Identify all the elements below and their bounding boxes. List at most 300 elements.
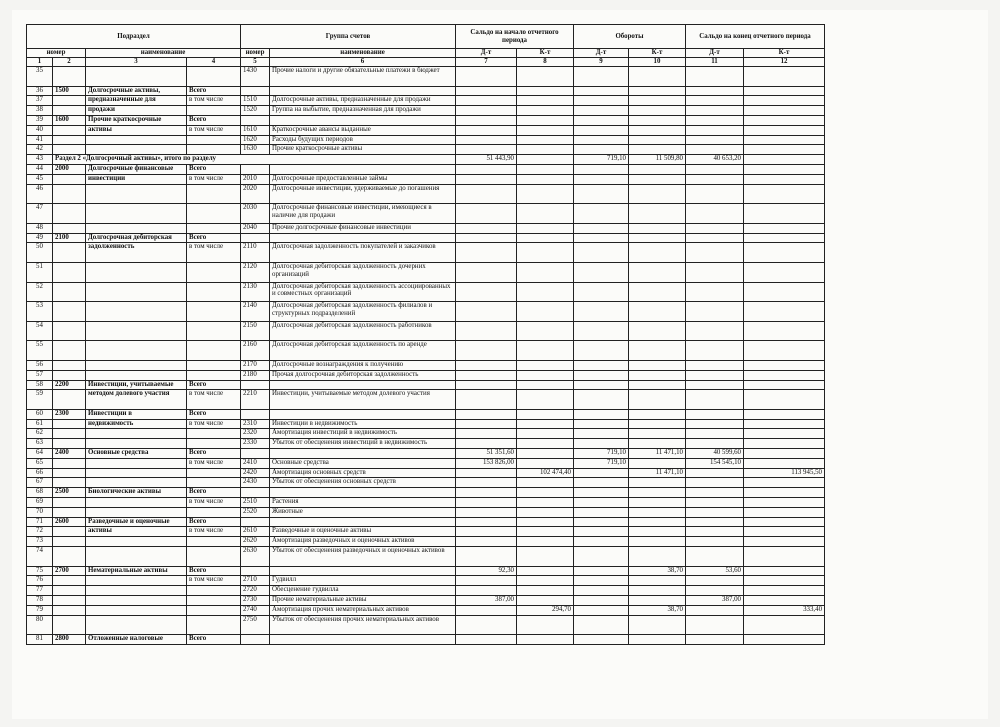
subsection-name: недвижимость [86, 419, 187, 429]
table-row [27, 184, 825, 204]
saldo-start-credit [517, 204, 574, 224]
saldo-end-credit [744, 360, 825, 370]
account-name: Животные [270, 507, 456, 517]
row-number: 49 [27, 233, 53, 243]
turnover-debit [574, 164, 629, 174]
account-name: Долгосрочные активы, предназначенные для продажи [270, 96, 456, 106]
saldo-start-debit [456, 282, 517, 302]
row-kind [187, 282, 241, 302]
subsection-code [53, 174, 86, 184]
saldo-end-credit: 113 945,50 [744, 468, 825, 478]
table-row [27, 174, 825, 184]
saldo-end-debit [686, 86, 744, 96]
account-number: 2180 [241, 370, 270, 380]
turnover-credit [629, 507, 686, 517]
saldo-start-debit [456, 96, 517, 106]
table-row [27, 106, 825, 116]
saldo-end-credit [744, 370, 825, 380]
row-kind: в том числе [187, 125, 241, 135]
saldo-start-debit [456, 106, 517, 116]
table-row [27, 596, 825, 606]
table-row [27, 243, 825, 263]
saldo-end-credit [744, 164, 825, 174]
column-number: 6 [270, 58, 456, 67]
subsection-name: активы [86, 527, 187, 537]
saldo-start-debit: 92,30 [456, 566, 517, 576]
row-number: 47 [27, 204, 53, 224]
saldo-end-debit [686, 145, 744, 155]
turnover-credit [629, 174, 686, 184]
turnover-credit [629, 243, 686, 263]
row-kind: Всего [187, 86, 241, 96]
table-row [27, 360, 825, 370]
account-number: 1610 [241, 125, 270, 135]
account-number: 2730 [241, 596, 270, 606]
subsection-code [53, 125, 86, 135]
turnover-credit [629, 615, 686, 635]
turnover-debit [574, 527, 629, 537]
account-number: 2750 [241, 615, 270, 635]
table-row [27, 86, 825, 96]
saldo-end-credit [744, 596, 825, 606]
table-row [27, 468, 825, 478]
header-gruppa-schetov: Группа счетов [241, 25, 456, 49]
saldo-end-credit [744, 488, 825, 498]
account-name: Долгосрочные финансовые инвестиции, имеющиеся в наличие для продажи [270, 204, 456, 224]
saldo-start-debit: 153 826,00 [456, 458, 517, 468]
account-name: Убыток от обесценения разведочных и оценочных активов [270, 547, 456, 567]
saldo-start-debit: 51 443,90 [456, 155, 517, 165]
saldo-end-debit [686, 243, 744, 263]
subsection-name: Долгосрочные активы, [86, 86, 187, 96]
account-name [270, 409, 456, 419]
saldo-start-credit [517, 67, 574, 87]
saldo-start-credit [517, 302, 574, 322]
turnover-debit [574, 517, 629, 527]
subsection-code [53, 67, 86, 87]
saldo-start-debit [456, 547, 517, 567]
turnover-debit [574, 145, 629, 155]
row-number: 54 [27, 321, 53, 341]
subsection-code [53, 106, 86, 116]
turnover-debit [574, 115, 629, 125]
account-name: Краткосрочные авансы выданные [270, 125, 456, 135]
account-name: Долгосрочная дебиторская задолженность работников [270, 321, 456, 341]
row-number: 45 [27, 174, 53, 184]
saldo-end-debit: 40 599,60 [686, 449, 744, 459]
row-kind [187, 67, 241, 87]
saldo-end-credit: 333,40 [744, 605, 825, 615]
turnover-credit [629, 517, 686, 527]
row-kind [187, 615, 241, 635]
turnover-credit: 11 471,10 [629, 449, 686, 459]
turnover-debit [574, 488, 629, 498]
account-number: 2150 [241, 321, 270, 341]
account-number: 2740 [241, 605, 270, 615]
subsection-code [53, 586, 86, 596]
saldo-start-credit [517, 360, 574, 370]
saldo-end-debit [686, 135, 744, 145]
table-row [27, 615, 825, 635]
subsection-code [53, 468, 86, 478]
saldo-start-credit [517, 86, 574, 96]
saldo-start-debit [456, 605, 517, 615]
account-name: Инвестиции, учитываемые методом долевого участия [270, 390, 456, 410]
saldo-start-credit [517, 96, 574, 106]
saldo-start-debit [456, 635, 517, 645]
subsection-name: Инвестиции, учитываемые [86, 380, 187, 390]
saldo-start-debit [456, 262, 517, 282]
subsection-code: 1600 [53, 115, 86, 125]
saldo-start-credit [517, 488, 574, 498]
table-row [27, 125, 825, 135]
account-number: 1520 [241, 106, 270, 116]
turnover-credit [629, 145, 686, 155]
account-name: Убыток от обесценения инвестиций в недвижимость [270, 439, 456, 449]
turnover-debit [574, 390, 629, 410]
turnover-credit [629, 586, 686, 596]
saldo-end-credit [744, 527, 825, 537]
saldo-end-credit [744, 106, 825, 116]
header-kt-turnover: К-т [629, 49, 686, 58]
row-kind [187, 360, 241, 370]
subsection-code: 2300 [53, 409, 86, 419]
account-number: 2170 [241, 360, 270, 370]
table-row [27, 586, 825, 596]
header-dt-end: Д-т [686, 49, 744, 58]
account-number: 1510 [241, 96, 270, 106]
row-number: 62 [27, 429, 53, 439]
table-row [27, 635, 825, 645]
saldo-start-debit [456, 302, 517, 322]
saldo-start-credit [517, 115, 574, 125]
saldo-end-credit [744, 517, 825, 527]
row-kind [187, 135, 241, 145]
column-number: 9 [574, 58, 629, 67]
row-number: 67 [27, 478, 53, 488]
column-number: 5 [241, 58, 270, 67]
subsection-name [86, 204, 187, 224]
saldo-start-debit [456, 488, 517, 498]
account-number: 2160 [241, 341, 270, 361]
saldo-start-credit [517, 498, 574, 508]
saldo-end-debit [686, 478, 744, 488]
row-kind [187, 547, 241, 567]
turnover-credit [629, 86, 686, 96]
turnover-debit [574, 586, 629, 596]
saldo-end-credit [744, 615, 825, 635]
column-number: 2 [53, 58, 86, 67]
saldo-end-credit [744, 243, 825, 263]
subsection-code [53, 243, 86, 263]
row-kind [187, 586, 241, 596]
table-row [27, 409, 825, 419]
account-number: 2210 [241, 390, 270, 410]
saldo-start-credit [517, 478, 574, 488]
row-kind [187, 302, 241, 322]
account-name [270, 233, 456, 243]
saldo-end-credit [744, 145, 825, 155]
row-kind [187, 429, 241, 439]
turnover-credit [629, 478, 686, 488]
saldo-start-credit [517, 507, 574, 517]
row-number: 53 [27, 302, 53, 322]
saldo-start-credit [517, 419, 574, 429]
turnover-credit [629, 596, 686, 606]
header-dt-turnover: Д-т [574, 49, 629, 58]
header-acc-nomer: номер [241, 49, 270, 58]
turnover-debit: 719,10 [574, 449, 629, 459]
saldo-end-debit [686, 576, 744, 586]
subsection-code [53, 96, 86, 106]
saldo-start-debit [456, 537, 517, 547]
row-number: 51 [27, 262, 53, 282]
saldo-end-debit [686, 586, 744, 596]
turnover-debit [574, 174, 629, 184]
table-row [27, 282, 825, 302]
row-kind [187, 341, 241, 361]
turnover-credit [629, 380, 686, 390]
account-number: 2320 [241, 429, 270, 439]
saldo-start-credit [517, 615, 574, 635]
account-name: Амортизация инвестиций в недвижимость [270, 429, 456, 439]
row-number: 64 [27, 449, 53, 459]
account-name: Амортизация разведочных и оценочных активов [270, 537, 456, 547]
account-name: Расходы будущих периодов [270, 135, 456, 145]
row-kind: Всего [187, 488, 241, 498]
account-name: Долгосрочная дебиторская задолженность филиалов и структурных подразделений [270, 302, 456, 322]
saldo-end-debit [686, 204, 744, 224]
saldo-start-debit [456, 184, 517, 204]
turnover-credit [629, 537, 686, 547]
account-number [241, 164, 270, 174]
subsection-name: предназначенные для [86, 96, 187, 106]
saldo-end-credit [744, 321, 825, 341]
row-number: 66 [27, 468, 53, 478]
table-row [27, 223, 825, 233]
account-name: Прочие краткосрочные активы [270, 145, 456, 155]
turnover-debit [574, 596, 629, 606]
subsection-code: 2800 [53, 635, 86, 645]
subsection-name: Нематериальные активы [86, 566, 187, 576]
row-kind: Всего [187, 635, 241, 645]
turnover-debit [574, 243, 629, 263]
column-number: 10 [629, 58, 686, 67]
column-number: 8 [517, 58, 574, 67]
subsection-name [86, 302, 187, 322]
header-saldo-nachalo: Сальдо на начало отчетного периода [456, 25, 574, 49]
table-row [27, 605, 825, 615]
account-number: 2130 [241, 282, 270, 302]
turnover-debit [574, 106, 629, 116]
row-number: 79 [27, 605, 53, 615]
turnover-credit [629, 419, 686, 429]
row-number: 39 [27, 115, 53, 125]
saldo-end-debit [686, 125, 744, 135]
table-row [27, 341, 825, 361]
saldo-end-debit [686, 409, 744, 419]
row-number: 40 [27, 125, 53, 135]
saldo-start-debit [456, 223, 517, 233]
saldo-end-credit [744, 449, 825, 459]
subsection-code [53, 527, 86, 537]
subsection-name [86, 576, 187, 586]
saldo-start-credit [517, 390, 574, 410]
account-number [241, 380, 270, 390]
saldo-start-debit [456, 86, 517, 96]
row-number: 42 [27, 145, 53, 155]
saldo-start-credit [517, 135, 574, 145]
column-number: 4 [187, 58, 241, 67]
row-kind: в том числе [187, 458, 241, 468]
subsection-code: 2600 [53, 517, 86, 527]
subsection-code [53, 282, 86, 302]
turnover-credit [629, 233, 686, 243]
account-name: Инвестиции в недвижимость [270, 419, 456, 429]
table-row [27, 478, 825, 488]
subsection-code [53, 498, 86, 508]
turnover-credit: 38,70 [629, 605, 686, 615]
saldo-start-credit [517, 341, 574, 361]
column-number: 11 [686, 58, 744, 67]
account-number: 2020 [241, 184, 270, 204]
saldo-end-credit [744, 498, 825, 508]
account-name: Гудвилл [270, 576, 456, 586]
saldo-start-credit [517, 106, 574, 116]
account-number: 2410 [241, 458, 270, 468]
row-kind [187, 468, 241, 478]
turnover-debit [574, 635, 629, 645]
turnover-debit [574, 419, 629, 429]
account-number: 2620 [241, 537, 270, 547]
turnover-credit [629, 458, 686, 468]
table-row [27, 488, 825, 498]
turnover-debit [574, 498, 629, 508]
saldo-end-debit [686, 341, 744, 361]
saldo-end-credit [744, 547, 825, 567]
turnover-credit [629, 390, 686, 410]
saldo-start-debit [456, 174, 517, 184]
saldo-start-credit [517, 547, 574, 567]
saldo-end-credit [744, 135, 825, 145]
saldo-start-credit [517, 576, 574, 586]
subsection-name: инвестиции [86, 174, 187, 184]
subsection-code [53, 615, 86, 635]
account-name: Разведочные и оценочные активы [270, 527, 456, 537]
account-name: Долгосрочные инвестиции, удерживаемые до погашения [270, 184, 456, 204]
account-number: 2330 [241, 439, 270, 449]
table-row [27, 449, 825, 459]
subsection-name: Инвестиции в [86, 409, 187, 419]
saldo-start-credit [517, 174, 574, 184]
account-name: Прочие нематериальные активы [270, 596, 456, 606]
saldo-start-credit [517, 458, 574, 468]
account-number: 2120 [241, 262, 270, 282]
turnover-credit: 11 471,10 [629, 468, 686, 478]
table-row [27, 527, 825, 537]
subsection-name [86, 223, 187, 233]
turnover-debit [574, 409, 629, 419]
row-number: 52 [27, 282, 53, 302]
account-number: 2110 [241, 243, 270, 263]
subsection-name [86, 498, 187, 508]
table-row [27, 390, 825, 410]
saldo-start-credit [517, 145, 574, 155]
account-name [270, 86, 456, 96]
saldo-start-debit [456, 507, 517, 517]
subsection-name [86, 67, 187, 87]
row-kind: Всего [187, 449, 241, 459]
turnover-credit [629, 184, 686, 204]
saldo-end-credit [744, 458, 825, 468]
account-number: 2610 [241, 527, 270, 537]
row-number: 76 [27, 576, 53, 586]
turnover-debit [574, 478, 629, 488]
scanned-sheet [12, 10, 988, 719]
saldo-end-credit [744, 478, 825, 488]
subsection-code: 1500 [53, 86, 86, 96]
saldo-end-debit: 387,00 [686, 596, 744, 606]
table-row [27, 302, 825, 322]
account-number: 2030 [241, 204, 270, 224]
turnover-debit [574, 576, 629, 586]
turnover-debit [574, 615, 629, 635]
saldo-start-credit [517, 282, 574, 302]
subsection-name: Основные средства [86, 449, 187, 459]
account-name [270, 449, 456, 459]
header-row-sub [27, 49, 825, 58]
saldo-end-credit [744, 115, 825, 125]
turnover-credit [629, 204, 686, 224]
saldo-end-credit [744, 390, 825, 410]
saldo-end-debit: 53,60 [686, 566, 744, 576]
account-name [270, 115, 456, 125]
saldo-end-credit [744, 86, 825, 96]
saldo-start-credit [517, 321, 574, 341]
turnover-debit: 719,10 [574, 155, 629, 165]
saldo-end-debit [686, 321, 744, 341]
turnover-debit: 719,10 [574, 458, 629, 468]
saldo-end-debit [686, 507, 744, 517]
saldo-end-credit [744, 419, 825, 429]
row-number: 74 [27, 547, 53, 567]
account-name: Долгосрочная дебиторская задолженность ассоциированных и совместных организаций [270, 282, 456, 302]
saldo-end-debit [686, 233, 744, 243]
account-number [241, 86, 270, 96]
subsection-name [86, 458, 187, 468]
turnover-debit [574, 547, 629, 567]
row-number: 57 [27, 370, 53, 380]
saldo-end-credit [744, 67, 825, 87]
saldo-end-debit [686, 488, 744, 498]
saldo-end-debit [686, 67, 744, 87]
row-number: 36 [27, 86, 53, 96]
saldo-end-debit [686, 96, 744, 106]
turnover-debit [574, 507, 629, 517]
account-name [270, 164, 456, 174]
header-sub-naimenovanie: наименование [86, 49, 241, 58]
turnover-debit [574, 86, 629, 96]
row-kind [187, 204, 241, 224]
turnover-credit [629, 370, 686, 380]
turnover-credit [629, 67, 686, 87]
subsection-name [86, 184, 187, 204]
saldo-start-credit [517, 596, 574, 606]
row-kind [187, 262, 241, 282]
saldo-start-debit [456, 233, 517, 243]
table-row [27, 498, 825, 508]
saldo-end-debit [686, 605, 744, 615]
